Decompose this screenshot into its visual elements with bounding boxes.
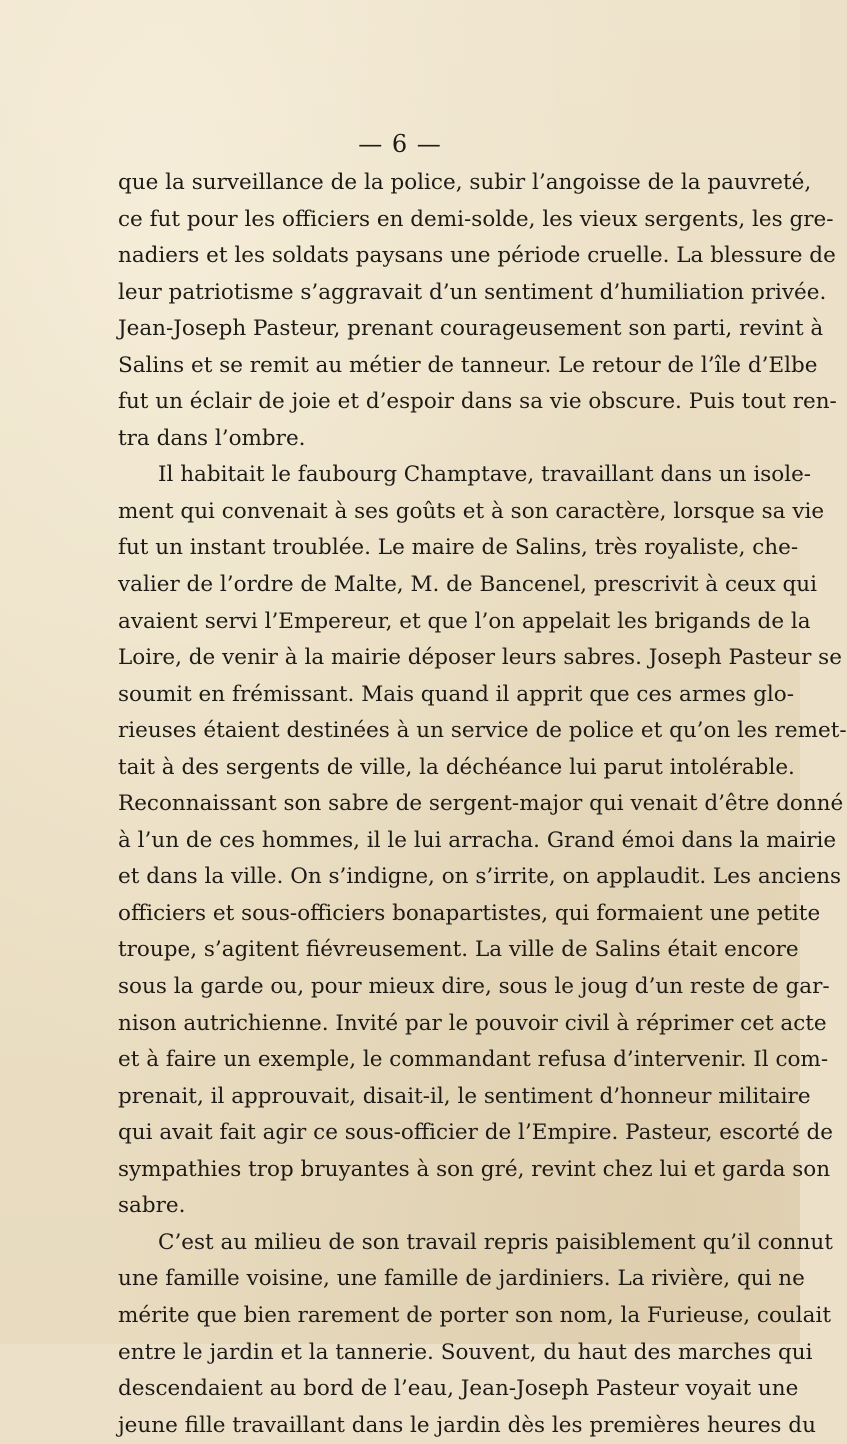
text-line: et à faire un exemple, le commandant refusa d’intervenir. Il com- [118,1047,829,1073]
text-line: fut un éclair de joie et d’espoir dans sa vie obscure. Puis tout ren- [118,389,837,415]
text-line: officiers et sous-officiers bonapartistes, qui formaient une petite [118,900,821,926]
text-line: fut un instant troublée. Le maire de Salins, très royaliste, che- [118,535,799,561]
paragraph-3 [118,1225,833,1444]
text-line: C’est au milieu de son travail repris paisiblement qu’il connut [158,1229,833,1255]
page-number: — 6 — [358,130,442,158]
text-line: nison autrichienne. Invité par le pouvoir civil à réprimer cet acte [118,1010,827,1036]
text-line: Jean-Joseph Pasteur, prenant courageusement son parti, revint à [118,316,824,342]
paragraph-2 [118,457,847,1224]
text-line: entre le jardin et la tannerie. Souvent, du haut des marches qui [118,1339,813,1365]
text-line: tait à des sergents de ville, la déchéance lui parut intolérable. [118,754,795,780]
text-line: Reconnaissant son sabre de sergent-major qui venait d’être donné [118,791,844,817]
text-line: sous la garde ou, pour mieux dire, sous le joug d’un reste de gar- [118,974,830,1000]
text-line: avaient servi l’Empereur, et que l’on appelait les brigands de la [118,608,811,634]
text-line: sympathies trop bruyantes à son gré, revint chez lui et garda son [118,1156,831,1182]
paragraph-1 [118,165,837,457]
text-line: jeune fille travaillant dans le jardin dès les premières heures du [118,1412,816,1438]
text-line: que la surveillance de la police, subir l’angoisse de la pauvreté, [118,170,812,195]
text-line: prenait, il approuvait, disait-il, le sentiment d’honneur militaire [118,1083,811,1109]
text-line: Salins et se remit au métier de tanneur. Le retour de l’île d’Elbe [118,352,818,378]
body-text [118,165,847,1444]
text-line: Il habitait le faubourg Champtave, travaillant dans un isole- [158,462,812,488]
text-line: troupe, s’agitent fiévreusement. La ville de Salins était encore [118,937,799,963]
text-line: nadiers et les soldats paysans une période cruelle. La blessure de [118,243,836,269]
text-line: leur patriotisme s’aggravait d’un sentiment d’humiliation privée. [118,279,827,305]
text-line: soumit en frémissant. Mais quand il apprit que ces armes glo- [118,681,794,707]
text-line: Loire, de venir à la mairie déposer leurs sabres. Joseph Pasteur se [118,645,842,671]
text-line: mérite que bien rarement de porter son nom, la Furieuse, coulait [118,1302,831,1328]
text-line: ment qui convenait à ses goûts et à son caractère, lorsque sa vie [118,498,825,524]
text-line: et dans la ville. On s’indigne, on s’irrite, on applaudit. Les anciens [118,864,842,890]
text-line: qui avait fait agir ce sous-officier de l’Empire. Pasteur, escorté de [118,1120,833,1146]
text-line: sabre. [118,1193,186,1219]
text-line: ce fut pour les officiers en demi-solde, les vieux sergents, les gre- [118,206,834,232]
text-line: descendaient au bord de l’eau, Jean-Joseph Pasteur voyait une [118,1376,799,1402]
text-line: une famille voisine, une famille de jardiniers. La rivière, qui ne [118,1266,805,1292]
text-line: à l’un de ces hommes, il le lui arracha. Grand émoi dans la mairie [118,827,837,853]
text-line: valier de l’ordre de Malte, M. de Bancenel, prescrivit à ceux qui [118,572,818,598]
text-line: tra dans l’ombre. [118,425,306,451]
text-line: rieuses étaient destinées à un service de police et qu’on les remet- [118,718,847,744]
